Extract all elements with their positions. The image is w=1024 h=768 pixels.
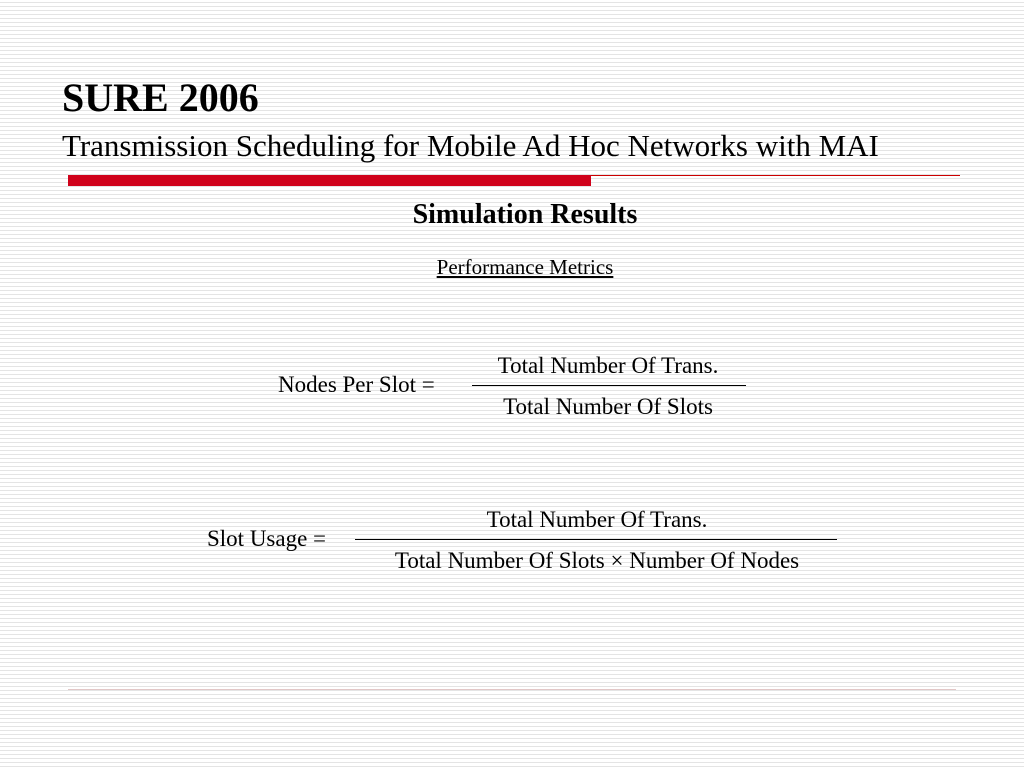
equation-numerator: Total Number Of Trans.	[497, 353, 719, 378]
equation-denominator: Total Number Of Slots × Number Of Nodes	[394, 548, 800, 573]
footer-divider	[68, 689, 956, 690]
section-title: Simulation Results	[412, 199, 638, 230]
fraction-bar	[355, 539, 837, 540]
title-divider-accent	[68, 175, 591, 186]
equation-nodes-per-slot	[278, 352, 758, 432]
equation-numerator: Total Number Of Trans.	[486, 507, 708, 532]
equation-lhs: Nodes Per Slot =	[278, 372, 435, 397]
equation-slot-usage	[207, 506, 847, 586]
performance-metrics-link-row	[0, 253, 1024, 281]
slide-subtitle: Transmission Scheduling for Mobile Ad Hoc Networks with MAI	[62, 128, 879, 163]
equation-lhs: Slot Usage =	[207, 526, 327, 551]
equation-denominator: Total Number Of Slots	[503, 394, 713, 419]
slide-title: SURE 2006	[62, 75, 259, 120]
performance-metrics-link[interactable]: Performance Metrics	[436, 255, 614, 279]
fraction-bar	[472, 385, 746, 386]
